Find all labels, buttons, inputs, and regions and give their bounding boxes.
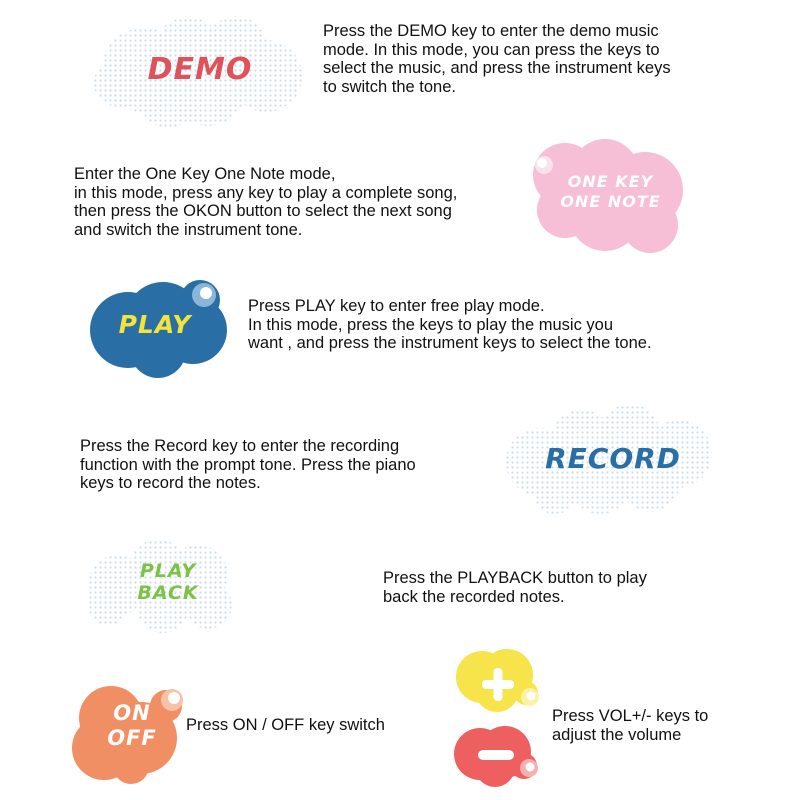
volume-down-button[interactable]: [450, 722, 542, 790]
on-off-description: Press ON / OFF key switch: [186, 716, 385, 734]
playback-label-line2: BACK: [137, 581, 199, 604]
volume-description: Press VOL+/- keys to adjust the volume: [552, 707, 709, 744]
play-description: Press PLAY key to enter free play mode. In this mode, press the keys to play the music you want , and press the instrument keys to select the tone.: [248, 297, 652, 352]
playback-description: Press the PLAYBACK button to play back the recorded notes.: [383, 569, 647, 606]
on-off-label: [92, 702, 172, 749]
minus-icon: [478, 750, 514, 760]
playback-label: [118, 562, 218, 604]
play-label: PLAY: [118, 310, 192, 339]
demo-label: DEMO: [147, 52, 253, 87]
one-key-label: [548, 174, 673, 211]
on-off-label-line1: ON: [113, 701, 151, 725]
one-key-label-line1: ONE KEY: [567, 172, 654, 191]
playback-label-line1: PLAY: [139, 560, 197, 582]
record-label: RECORD: [545, 442, 681, 475]
demo-description: Press the DEMO key to enter the demo music mode. In this mode, you can press the keys to select the music, and press the instrument keys to switch the tone.: [323, 22, 671, 96]
record-description: Press the Record key to enter the recording function with the prompt tone. Press the piano keys to record the notes.: [80, 437, 416, 492]
one-key-label-line2: ONE NOTE: [560, 191, 661, 211]
volume-up-button[interactable]: [452, 645, 544, 715]
on-off-label-line2: OFF: [107, 726, 157, 751]
one-key-description: Enter the One Key One Note mode, in this mode, press any key to play a complete song, then press the OKON button to select the next song and switch the instrument tone.: [74, 165, 458, 239]
